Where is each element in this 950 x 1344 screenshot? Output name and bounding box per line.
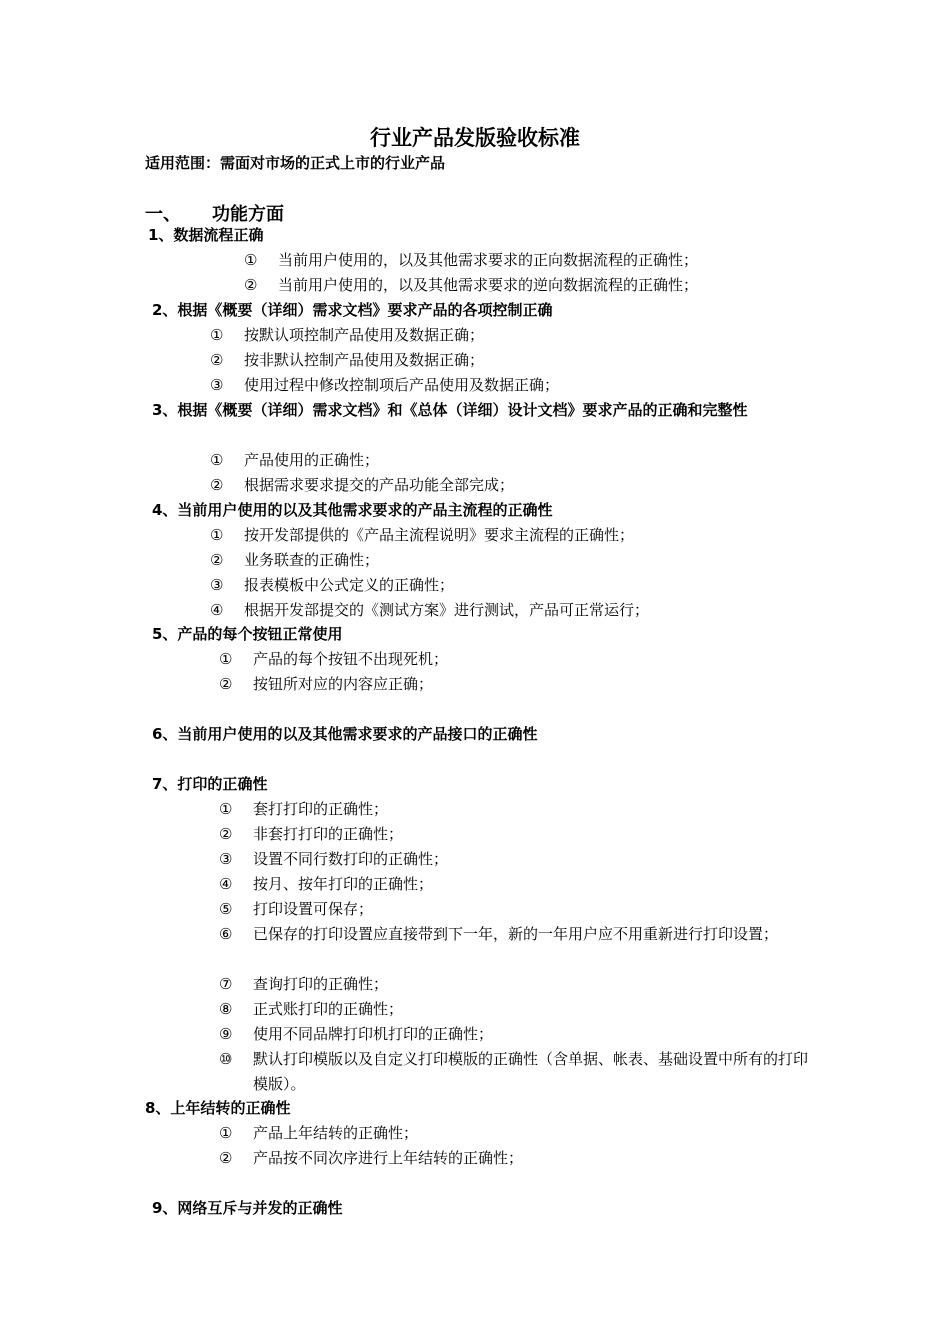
list-marker: ⑨ [219,1025,233,1043]
list-item-text: 按钮所对应的内容应正确； [253,675,434,693]
list-item [219,647,810,672]
chapter-number: 一、 [145,204,181,225]
list-item [244,248,810,273]
list-item [219,1146,810,1171]
list-marker: ① [210,526,224,544]
list-item-text: 产品上年结转的正确性； [253,1124,419,1142]
list-item-text: 使用过程中修改控制项后产品使用及数据正确； [244,376,560,394]
list-marker: ① [219,650,233,668]
section-heading: 3、根据《概要（详细）需求文档》和《总体（详细）设计文档》要求产品的正确和完整性 [152,401,748,419]
list-item [210,348,810,373]
list-item-text: 按非默认控制产品使用及数据正确； [244,351,485,369]
list-marker: ③ [219,850,233,868]
list-item-text: 产品使用的正确性； [244,451,380,469]
list-item [210,598,810,623]
list-marker: ① [210,326,224,344]
list-item [219,1022,810,1047]
list-item [219,922,810,947]
list-marker: ⑥ [219,925,233,943]
list-item-text: 业务联查的正确性； [244,551,380,569]
list-item [219,672,810,697]
list-item [219,797,810,822]
list-item-text: 正式账打印的正确性； [253,1000,404,1018]
list-item-text: 产品的每个按钮不出现死机； [253,650,449,668]
list-marker: ② [244,276,258,294]
list-marker: ⑦ [219,975,233,993]
list-marker: ② [210,551,224,569]
list-marker: ② [219,1149,233,1167]
list-marker: ① [210,451,224,469]
list-marker: ③ [210,376,224,394]
list-item [210,473,810,498]
list-marker: ① [244,251,258,269]
list-marker: ④ [210,601,224,619]
list-item [219,822,810,847]
list-marker: ② [210,476,224,494]
list-marker: ② [219,675,233,693]
section-heading: 6、当前用户使用的以及其他需求要求的产品接口的正确性 [152,725,538,743]
list-item [219,972,810,997]
list-item [210,373,810,398]
list-item-text: 当前用户使用的，以及其他需求要求的逆向数据流程的正确性； [278,276,699,294]
list-item [219,1047,810,1097]
list-marker: ④ [219,875,233,893]
list-item-text: 根据需求要求提交的产品功能全部完成； [244,476,515,494]
document-title: 行业产品发版验收标准 [370,126,580,150]
section-heading: 7、打印的正确性 [152,775,268,793]
list-item [219,1121,810,1146]
list-item-text: 查询打印的正确性； [253,975,389,993]
list-item [210,548,810,573]
list-item-text: 打印设置可保存； [253,900,374,918]
list-item-text: 按开发部提供的《产品主流程说明》要求主流程的正确性； [244,526,635,544]
list-marker: ⑩ [219,1050,233,1068]
list-marker: ② [210,351,224,369]
list-item-text: 根据开发部提交的《测试方案》进行测试，产品可正常运行； [244,601,650,619]
list-item-text: 按默认项控制产品使用及数据正确； [244,326,485,344]
section-heading: 4、当前用户使用的以及其他需求要求的产品主流程的正确性 [152,501,553,519]
list-item [210,448,810,473]
list-item [210,323,810,348]
list-item [219,847,810,872]
section-heading: 9、网络互斥与并发的正确性 [152,1199,343,1217]
section-heading: 5、产品的每个按钮正常使用 [152,625,343,643]
chapter-title: 功能方面 [212,204,284,225]
list-item [210,573,810,598]
list-item-text: 当前用户使用的，以及其他需求要求的正向数据流程的正确性； [278,251,699,269]
list-marker: ⑤ [219,900,233,918]
list-item-text: 套打打印的正确性； [253,800,389,818]
list-marker: ② [219,825,233,843]
list-item-text: 已保存的打印设置应直接带到下一年，新的一年用户应不用重新进行打印设置； [253,925,779,943]
list-item [210,523,810,548]
list-item-text: 非套打打印的正确性； [253,825,404,843]
list-item-text: 按月、按年打印的正确性； [253,875,434,893]
list-marker: ① [219,1124,233,1142]
scope-statement: 适用范围：需面对市场的正式上市的行业产品 [145,154,446,172]
list-item-text: 设置不同行数打印的正确性； [253,850,449,868]
list-marker: ① [219,800,233,818]
list-marker: ⑧ [219,1000,233,1018]
list-item-text: 报表模板中公式定义的正确性； [244,576,455,594]
list-item [219,897,810,922]
list-item [219,997,810,1022]
section-heading: 2、根据《概要（详细）需求文档》要求产品的各项控制正确 [152,301,553,319]
list-item [244,273,810,298]
section-heading: 1、数据流程正确 [148,226,264,244]
section-heading: 8、上年结转的正确性 [145,1099,291,1117]
list-item-text: 默认打印模版以及自定义打印模版的正确性（含单据、帐表、基础设置中所有的打印模版）。 [253,1050,809,1093]
list-item-text: 产品按不同次序进行上年结转的正确性； [253,1149,524,1167]
list-item-text: 使用不同品牌打印机打印的正确性； [253,1025,494,1043]
list-item [219,872,810,897]
list-marker: ③ [210,576,224,594]
